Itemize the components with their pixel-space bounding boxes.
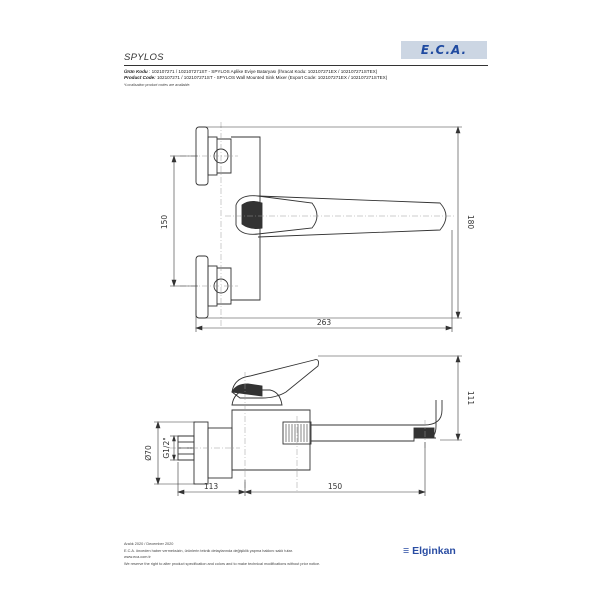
footer-tr-notice: E.C.A. önceden haber vermeksizin, ürünlerin teknik detaylarında değişiklik yapma hakkını saklı tutar.	[124, 548, 293, 553]
dim-diameter	[154, 422, 196, 484]
footer-website: www.eca.com.tr	[124, 555, 151, 560]
side-wall-flange	[194, 422, 208, 484]
tr-code-text: : 102107271 / 102107271ST - SPYLOS Aplike Eviye Bataryası (İhracat Kodu: 102107271EX / 102107271STEX)	[149, 69, 378, 74]
dim-label-150-reach: 150	[327, 482, 343, 491]
lower-flange	[196, 256, 208, 318]
eca-logo-text: E.C.A.	[420, 43, 468, 57]
dim-111-vertical	[318, 356, 462, 440]
side-view-faucet	[178, 360, 442, 484]
center-lines-top	[180, 122, 455, 326]
dim-150-vertical	[170, 156, 198, 286]
dim-label-150: 150	[160, 214, 169, 230]
footer-date: Aralık 2020 / December 2020	[124, 542, 174, 546]
en-code-label: Product Code:	[124, 75, 156, 81]
spout-aerator	[414, 428, 434, 438]
side-connector-nut	[208, 428, 232, 478]
dim-label-thread: G1/2"	[162, 437, 171, 459]
footer-en-notice: We reserve the right to alter product specification and colors and to make technical modifications without prior notice.	[124, 561, 321, 566]
top-view-faucet	[196, 127, 446, 318]
dim-263-horizontal	[196, 230, 452, 332]
dim-label-263: 263	[316, 318, 332, 327]
en-code-text: 102107271 / 102107271ST - SPYLOS Wall Mounted Sink Mixer (Export Code: 102107271EX / 102107271STEX)	[156, 75, 388, 81]
dim-label-diameter: Ø70	[144, 445, 153, 461]
dim-label-180: 180	[466, 214, 475, 230]
lever-cap	[242, 201, 262, 228]
tr-code-label: Ürün Kodu	[124, 69, 148, 74]
elginkan-brand	[403, 545, 456, 557]
elginkan-brand-text: Elginkan	[412, 545, 456, 557]
dim-label-113: 113	[203, 482, 219, 491]
localisation-note: *Localisation product codes are available.	[124, 82, 191, 87]
product-title: SPYLOS	[124, 52, 164, 63]
elginkan-logo-icon: ≡	[403, 545, 410, 557]
dim-label-111: 111	[466, 390, 475, 406]
